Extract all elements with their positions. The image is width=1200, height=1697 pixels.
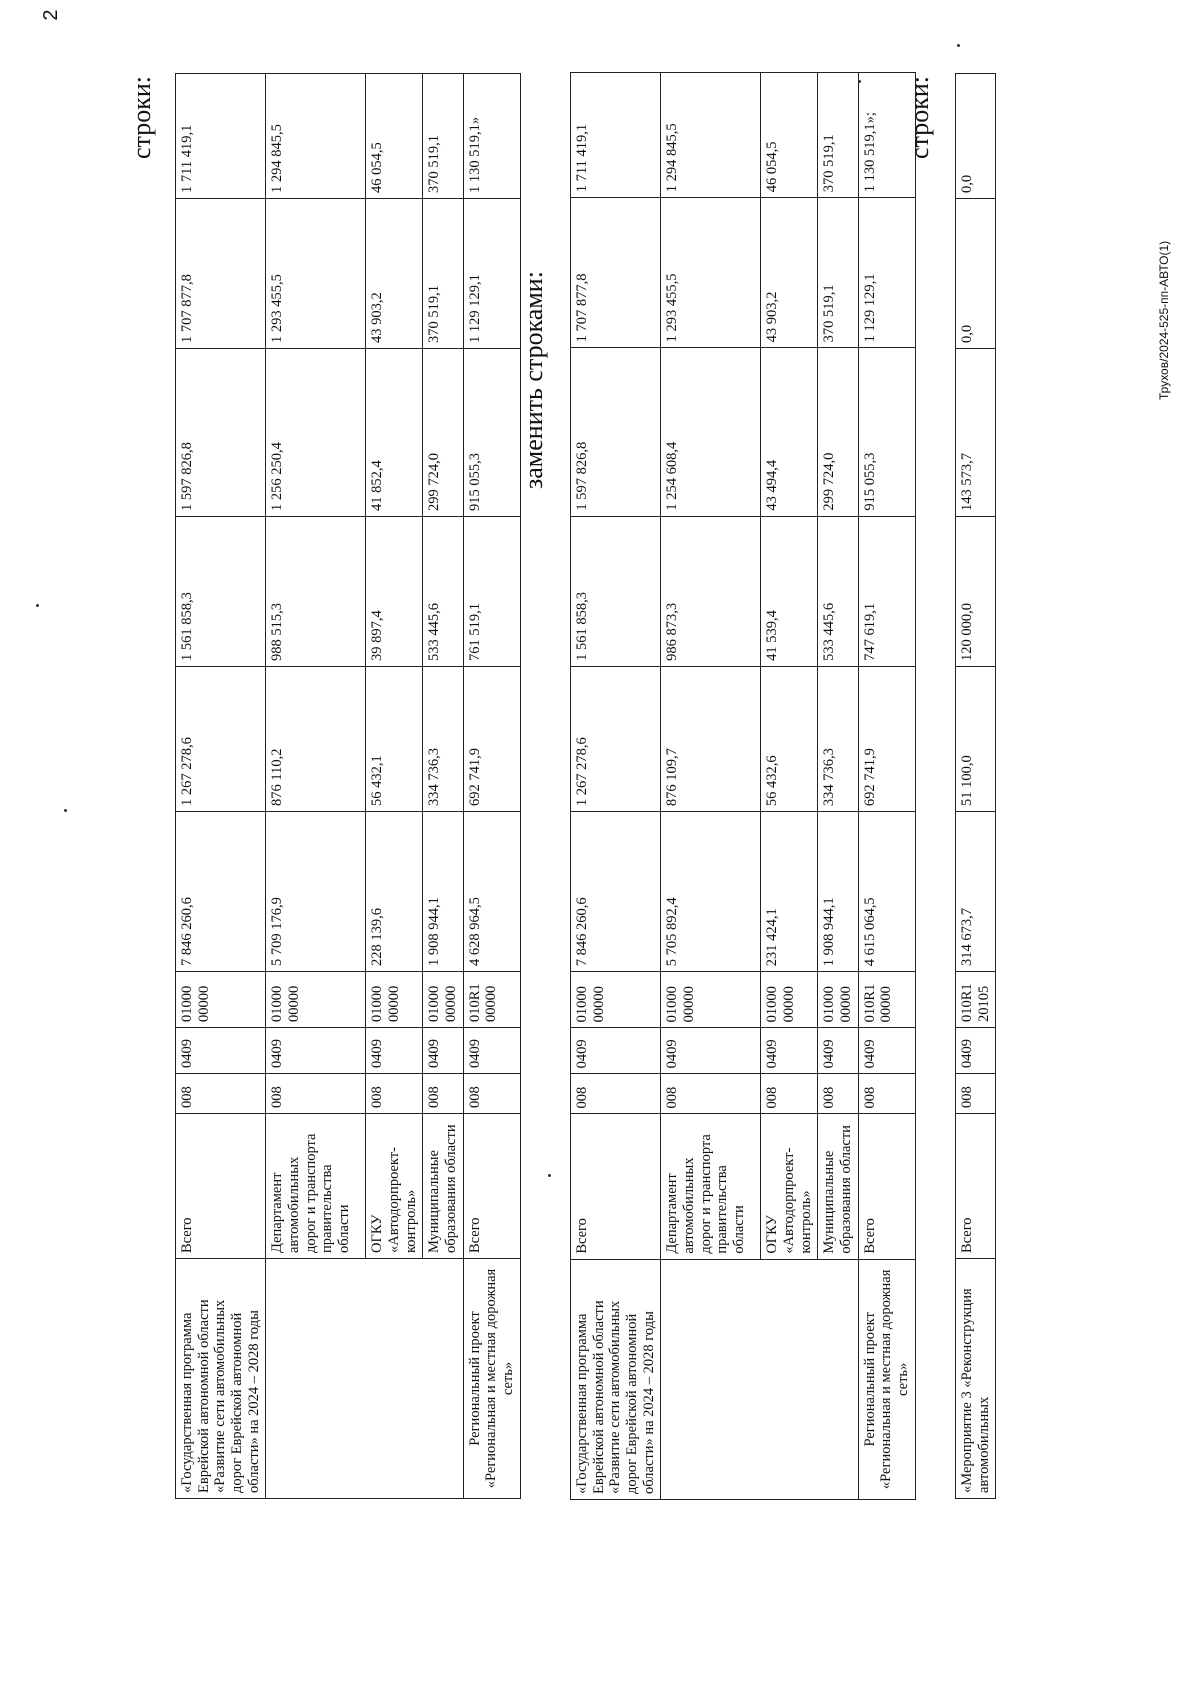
cell-total: 314 673,7: [956, 812, 996, 972]
cell-year-2025: 533 445,6: [423, 517, 463, 667]
cell-total: 231 424,1: [761, 812, 818, 972]
cell-year-2026: 1 254 608,4: [661, 348, 761, 516]
cell-year-2024: 876 109,7: [661, 666, 761, 811]
table-row: [266, 74, 366, 1499]
cell-year-2024: 692 741,9: [463, 667, 520, 812]
cell-section: 0409: [571, 1028, 661, 1074]
cell-year-2025: 39 897,4: [366, 517, 423, 667]
cell-grbs: 008: [818, 1074, 858, 1114]
cell-year-2026: 1 597 826,8: [176, 349, 266, 517]
table-row: [176, 74, 266, 1499]
cell-target-article: 01000 00000: [176, 972, 266, 1028]
cell-executor: Всего: [463, 1114, 520, 1259]
cell-year-2027: 1 293 455,5: [266, 199, 366, 349]
cell-total: 4 628 964,5: [463, 812, 520, 972]
cell-grbs: 008: [366, 1074, 423, 1114]
cell-year-2026: 915 055,3: [858, 348, 915, 516]
cell-name: Региональный проект «Региональная и местная дорожная сеть»: [858, 1259, 915, 1499]
cell-total: 4 615 064,5: [858, 812, 915, 972]
cell-year-2027: 1 129 129,1: [463, 199, 520, 349]
cell-year-2026: 299 724,0: [423, 349, 463, 517]
cell-target-article: 01000 00000: [366, 972, 423, 1028]
cell-total: 5 709 176,9: [266, 812, 366, 972]
cell-total: 7 846 260,6: [571, 812, 661, 972]
cell-grbs: 008: [571, 1074, 661, 1114]
cell-year-2025: 533 445,6: [818, 516, 858, 666]
cell-grbs: 008: [176, 1074, 266, 1114]
cell-year-2024: 56 432,6: [761, 666, 818, 811]
cell-grbs: 008: [423, 1074, 463, 1114]
cell-name: [266, 1259, 463, 1499]
cell-total: 7 846 260,6: [176, 812, 266, 972]
cell-executor: ОГКУ «Автодорпроект-контроль»: [761, 1114, 818, 1259]
cell-executor: Всего: [571, 1114, 661, 1259]
cell-year-2025: 120 000,0: [956, 517, 996, 667]
cell-year-2025: 988 515,3: [266, 517, 366, 667]
cell-year-2028: 1 294 845,5: [661, 73, 761, 198]
cell-year-2026: 41 852,4: [366, 349, 423, 517]
cell-year-2027: 0,0: [956, 199, 996, 349]
table-row: [956, 74, 996, 1499]
table-row: [661, 73, 761, 1500]
cell-year-2027: 43 903,2: [366, 199, 423, 349]
cell-executor: ОГКУ «Автодорпроект-контроль»: [366, 1114, 423, 1259]
cell-executor: Всего: [176, 1114, 266, 1259]
cell-name: «Мероприятие 3 «Реконструкция автомобильных: [956, 1259, 996, 1499]
cell-year-2026: 143 573,7: [956, 349, 996, 517]
cell-section: 0409: [956, 1028, 996, 1074]
cell-year-2028: 1 711 419,1: [571, 73, 661, 198]
cell-year-2027: 370 519,1: [423, 199, 463, 349]
cell-grbs: 008: [956, 1074, 996, 1114]
cell-year-2027: 1 707 877,8: [176, 199, 266, 349]
cell-year-2028: 1 294 845,5: [266, 74, 366, 199]
cell-year-2027: 370 519,1: [818, 198, 858, 348]
table-row: [858, 73, 915, 1500]
cell-year-2026: 915 055,3: [463, 349, 520, 517]
cell-year-2028: 370 519,1: [423, 74, 463, 199]
cell-year-2028: 370 519,1: [818, 73, 858, 198]
cell-total: 1 908 944,1: [423, 812, 463, 972]
cell-year-2026: 1 256 250,4: [266, 349, 366, 517]
cell-grbs: 008: [463, 1074, 520, 1114]
cell-executor: Муниципальные образования области: [423, 1114, 463, 1259]
cell-grbs: 008: [858, 1074, 915, 1114]
cell-section: 0409: [761, 1028, 818, 1074]
cell-name: «Государственная программа Еврейской автономной области «Развитие сети автомобильных дорог Еврейской автономной области» на 2024 – 2028 годы: [571, 1259, 661, 1499]
cell-target-article: 01000 00000: [571, 972, 661, 1028]
table-row: [463, 74, 520, 1499]
cell-year-2028: 46 054,5: [761, 73, 818, 198]
cell-total: 228 139,6: [366, 812, 423, 972]
scan-speck: [64, 809, 67, 812]
table-rows-replacement: [570, 72, 916, 1500]
cell-section: 0409: [661, 1028, 761, 1074]
cell-grbs: 008: [761, 1074, 818, 1114]
scan-speck: [957, 44, 960, 47]
cell-target-article: 01000 00000: [761, 972, 818, 1028]
cell-year-2026: 299 724,0: [818, 348, 858, 516]
cell-section: 0409: [858, 1028, 915, 1074]
cell-executor: Всего: [956, 1114, 996, 1259]
cell-year-2026: 1 597 826,8: [571, 348, 661, 516]
cell-executor: Департамент автомобильных дорог и транспорта правительства области: [266, 1114, 366, 1259]
cell-target-article: 010R1 00000: [463, 972, 520, 1028]
cell-year-2024: 692 741,9: [858, 666, 915, 811]
cell-target-article: 010R1 20105: [956, 972, 996, 1028]
cell-name: Региональный проект «Региональная и местная дорожная сеть»: [463, 1259, 520, 1499]
cell-year-2024: 56 432,1: [366, 667, 423, 812]
cell-year-2025: 986 873,3: [661, 516, 761, 666]
cell-section: 0409: [818, 1028, 858, 1074]
label-replace: заменить строками:: [519, 271, 548, 489]
table-rows-original: [175, 73, 521, 1499]
cell-section: 0409: [463, 1028, 520, 1074]
cell-section: 0409: [266, 1028, 366, 1074]
cell-name: «Государственная программа Еврейской автономной области «Развитие сети автомобильных дорог Еврейской автономной области» на 2024 – 2028 годы: [176, 1259, 266, 1499]
cell-total: 1 908 944,1: [818, 812, 858, 972]
cell-year-2025: 747 619,1: [858, 516, 915, 666]
cell-year-2024: 1 267 278,6: [176, 667, 266, 812]
cell-total: 5 705 892,4: [661, 812, 761, 972]
cell-year-2024: 334 736,3: [818, 666, 858, 811]
cell-year-2027: 1 707 877,8: [571, 198, 661, 348]
cell-executor: Департамент автомобильных дорог и транспорта правительства области: [661, 1114, 761, 1259]
cell-year-2024: 334 736,3: [423, 667, 463, 812]
cell-name: [661, 1259, 858, 1499]
cell-section: 0409: [176, 1028, 266, 1074]
label-rows-2: строки:: [905, 76, 934, 159]
cell-year-2024: 876 110,2: [266, 667, 366, 812]
cell-year-2028: 0,0: [956, 74, 996, 199]
scan-speck: [36, 604, 39, 607]
document-footer: Трухов/2024-525-пп-АВТО(1): [1157, 240, 1171, 400]
cell-year-2025: 41 539,4: [761, 516, 818, 666]
cell-year-2028: 1 711 419,1: [176, 74, 266, 199]
cell-year-2028: 1 130 519,1»: [463, 74, 520, 199]
cell-year-2028: 46 054,5: [366, 74, 423, 199]
cell-year-2027: 1 129 129,1: [858, 198, 915, 348]
cell-target-article: 010R1 00000: [858, 972, 915, 1028]
table-rows-measure-3: [955, 73, 996, 1499]
cell-year-2027: 1 293 455,5: [661, 198, 761, 348]
label-rows-1: строки:: [127, 76, 156, 159]
cell-year-2027: 43 903,2: [761, 198, 818, 348]
cell-section: 0409: [366, 1028, 423, 1074]
cell-target-article: 01000 00000: [661, 972, 761, 1028]
page-number: 2: [40, 9, 62, 21]
cell-executor: Муниципальные образования области: [818, 1114, 858, 1259]
cell-target-article: 01000 00000: [818, 972, 858, 1028]
cell-year-2028: 1 130 519,1»;: [858, 73, 915, 198]
cell-year-2025: 1 561 858,3: [176, 517, 266, 667]
cell-executor: Всего: [858, 1114, 915, 1259]
cell-year-2026: 43 494,4: [761, 348, 818, 516]
cell-target-article: 01000 00000: [266, 972, 366, 1028]
table-row: [571, 73, 661, 1500]
cell-grbs: 008: [661, 1074, 761, 1114]
scan-speck: [858, 80, 861, 83]
cell-year-2024: 51 100,0: [956, 667, 996, 812]
cell-target-article: 01000 00000: [423, 972, 463, 1028]
cell-year-2025: 761 519,1: [463, 517, 520, 667]
cell-section: 0409: [423, 1028, 463, 1074]
cell-year-2024: 1 267 278,6: [571, 666, 661, 811]
cell-year-2025: 1 561 858,3: [571, 516, 661, 666]
cell-grbs: 008: [266, 1074, 366, 1114]
scan-speck: [548, 1174, 551, 1177]
